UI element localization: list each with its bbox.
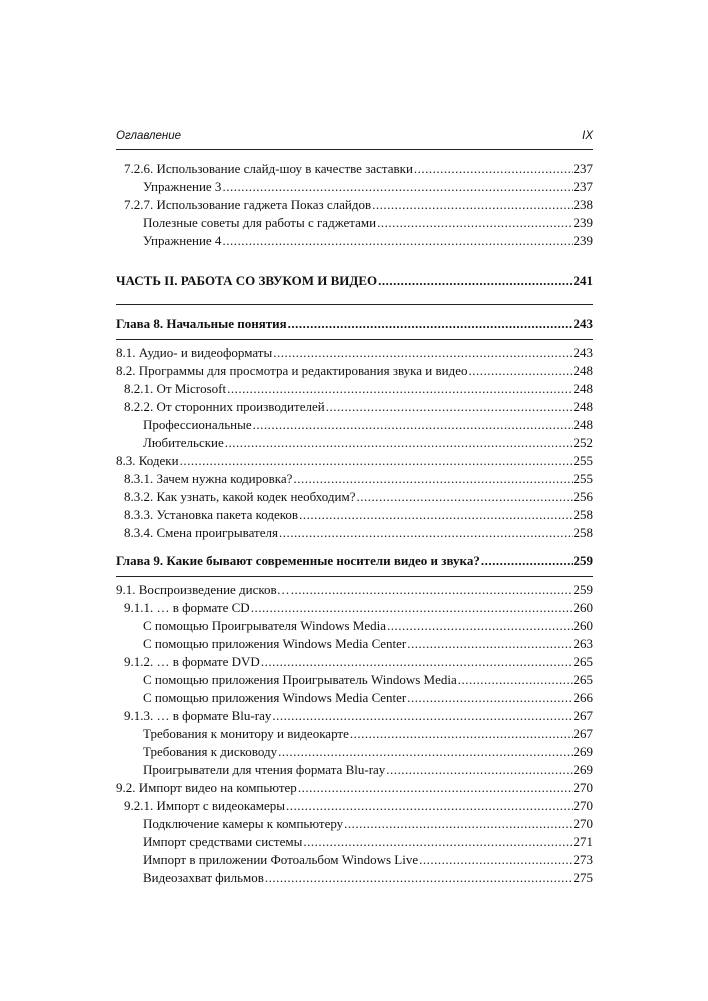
toc-entry-title: 8.2. Программы для просмотра и редактирования звука и видео	[116, 363, 468, 378]
toc-entry-page: 258	[573, 507, 593, 522]
toc-entry-title: Полезные советы для работы с гаджетами	[143, 215, 377, 230]
toc-entry[interactable]	[116, 761, 593, 779]
toc-leader-dots	[377, 214, 572, 232]
toc-entry-title: 9.1.1. … в формате CD	[124, 600, 250, 615]
toc-entry-page: 270	[573, 780, 593, 795]
toc-entry-page: 259	[573, 553, 593, 568]
toc-entry-title: 8.1. Аудио- и видеоформаты	[116, 345, 273, 360]
toc-entry-page: 239	[573, 215, 593, 230]
toc-entry-title: Глава 9. Какие бывают современные носители видео и звука?	[116, 553, 480, 568]
toc-leader-dots	[253, 416, 573, 434]
toc-leader-dots	[299, 506, 572, 524]
toc-leader-dots	[293, 470, 572, 488]
toc-entry[interactable]	[116, 434, 593, 452]
toc-leader-dots	[279, 524, 573, 542]
toc-leader-dots	[180, 452, 573, 470]
toc-part-entry[interactable]	[116, 272, 593, 290]
toc-entry-title: С помощью приложения Windows Media Center	[143, 636, 407, 651]
toc-entry-title: 9.2.1. Импорт с видеокамеры	[124, 798, 285, 813]
toc-entry[interactable]	[116, 779, 593, 797]
toc-leader-dots	[272, 707, 572, 725]
toc-entry-title: Требования к монитору и видеокарте	[143, 726, 349, 741]
toc-entry-page: 270	[573, 798, 593, 813]
toc-entry-page: 260	[573, 600, 593, 615]
toc-entry-page: 260	[573, 618, 593, 633]
toc-entry-title: 7.2.6. Использование слайд-шоу в качестве заставки	[124, 161, 413, 176]
toc-leader-dots	[288, 315, 573, 333]
toc-entry-title: С помощью приложения Проигрыватель Windows Media	[143, 672, 457, 687]
toc-leader-dots	[326, 398, 573, 416]
toc-entry-page: 266	[573, 690, 593, 705]
toc-entry[interactable]	[116, 178, 593, 196]
toc-entry[interactable]	[116, 416, 593, 434]
toc-leader-dots	[227, 380, 572, 398]
toc-entry-title: Импорт средствами системы	[143, 834, 303, 849]
toc-entry-title: Требования к дисководу	[143, 744, 278, 759]
toc-entry[interactable]	[116, 743, 593, 761]
toc-entry-page: 237	[573, 179, 593, 194]
toc-entry-page: 267	[573, 708, 593, 723]
toc-entry-title: 9.1.3. … в формате Blu-ray	[124, 708, 272, 723]
toc-entry-page: 265	[573, 672, 593, 687]
toc-entry-title: Любительские	[143, 435, 224, 450]
header-rule	[116, 149, 593, 150]
toc-entry[interactable]	[116, 344, 593, 362]
toc-entry-page: 267	[573, 726, 593, 741]
toc-entry-page: 270	[573, 816, 593, 831]
toc-entry[interactable]	[116, 160, 593, 178]
running-header	[116, 130, 593, 148]
toc-entry-page: 237	[573, 161, 593, 176]
toc-leader-dots	[458, 671, 573, 689]
toc-chapter-entry[interactable]	[116, 315, 593, 333]
toc-entry[interactable]	[116, 851, 593, 869]
toc-leader-dots	[251, 599, 573, 617]
toc-entry-page: 248	[573, 363, 593, 378]
toc-entry-page: 238	[573, 197, 593, 212]
toc-entry-page: 252	[573, 435, 593, 450]
toc-leader-dots	[278, 743, 572, 761]
page-number: IX	[582, 130, 593, 142]
toc-entry[interactable]	[116, 725, 593, 743]
toc-chapter-entry[interactable]	[116, 552, 593, 570]
table-of-contents	[116, 160, 593, 887]
toc-leader-dots	[481, 552, 573, 570]
toc-entry-title: 7.2.7. Использование гаджета Показ слайдов	[124, 197, 372, 212]
toc-group-chapter9	[116, 581, 593, 887]
toc-entry-page: 243	[573, 345, 593, 360]
toc-entry[interactable]	[116, 815, 593, 833]
toc-leader-dots	[225, 434, 573, 452]
toc-entry-page: 271	[573, 834, 593, 849]
toc-entry-title: 8.3. Кодеки	[116, 453, 179, 468]
toc-entry-page: 258	[573, 525, 593, 540]
toc-entry-page: 241	[573, 273, 593, 288]
toc-entry-title: 9.2. Импорт видео на компьютер	[116, 780, 297, 795]
toc-entry-page: 259	[573, 582, 593, 597]
toc-entry-title: Импорт в приложении Фотоальбом Windows Live	[143, 852, 419, 867]
toc-leader-dots	[344, 815, 572, 833]
toc-entry[interactable]	[116, 232, 593, 250]
toc-entry-title: Подключение камеры к компьютеру	[143, 816, 344, 831]
toc-leader-dots	[286, 797, 573, 815]
toc-entry-page: 248	[573, 417, 593, 432]
toc-entry-title: С помощью приложения Windows Media Center	[143, 690, 407, 705]
toc-leader-dots	[407, 689, 572, 707]
toc-group-chapter8	[116, 344, 593, 542]
toc-entry[interactable]	[116, 488, 593, 506]
toc-entry-title: Профессиональные	[143, 417, 252, 432]
chapter-divider	[116, 576, 593, 577]
toc-entry[interactable]	[116, 671, 593, 689]
toc-leader-dots	[378, 272, 572, 290]
toc-leader-dots	[350, 725, 573, 743]
toc-leader-dots	[419, 851, 572, 869]
toc-entry[interactable]	[116, 362, 593, 380]
toc-entry-page: 255	[573, 471, 593, 486]
toc-entry[interactable]	[116, 797, 593, 815]
toc-entry[interactable]	[116, 380, 593, 398]
toc-entry-page: 248	[573, 381, 593, 396]
toc-leader-dots	[222, 232, 572, 250]
toc-leader-dots	[372, 196, 572, 214]
toc-entry-title: ЧАСТЬ II. РАБОТА СО ЗВУКОМ И ВИДЕО	[116, 273, 378, 288]
toc-entry[interactable]	[116, 833, 593, 851]
toc-leader-dots	[387, 617, 572, 635]
toc-entry[interactable]	[116, 524, 593, 542]
toc-entry-page: 239	[573, 233, 593, 248]
toc-entry-page: 256	[573, 489, 593, 504]
toc-entry[interactable]	[116, 599, 593, 617]
toc-entry-title: Глава 8. Начальные понятия	[116, 316, 287, 331]
toc-entry-page: 269	[573, 762, 593, 777]
toc-entry[interactable]	[116, 581, 593, 599]
toc-entry-page: 248	[573, 399, 593, 414]
toc-entry-title: С помощью Проигрывателя Windows Media	[143, 618, 387, 633]
toc-entry-title: Видеозахват фильмов	[143, 870, 264, 885]
toc-entry-page: 265	[573, 654, 593, 669]
toc-entry-page: 243	[573, 316, 593, 331]
toc-entry-title: 8.3.3. Установка пакета кодеков	[124, 507, 299, 522]
toc-entry-title: 9.1. Воспроизведение дисков…	[116, 582, 290, 597]
section-divider	[116, 304, 593, 305]
toc-leader-dots	[273, 344, 572, 362]
toc-leader-dots	[265, 869, 573, 887]
toc-entry-title: 8.2.1. От Microsoft	[124, 381, 227, 396]
toc-entry[interactable]	[116, 214, 593, 232]
toc-entry-title: 8.3.1. Зачем нужна кодировка?	[124, 471, 293, 486]
toc-entry-title: Упражнение 3	[143, 179, 222, 194]
toc-leader-dots	[357, 488, 573, 506]
toc-entry-page: 255	[573, 453, 593, 468]
toc-entry[interactable]	[116, 653, 593, 671]
toc-entry-title: 8.3.4. Смена проигрывателя	[124, 525, 278, 540]
toc-entry[interactable]	[116, 689, 593, 707]
toc-entry-title: 8.3.2. Как узнать, какой кодек необходим?	[124, 489, 356, 504]
toc-entry-title: Упражнение 4	[143, 233, 222, 248]
chapter-divider	[116, 339, 593, 340]
toc-leader-dots	[222, 178, 572, 196]
toc-entry[interactable]	[116, 506, 593, 524]
toc-entry-title: 9.1.2. … в формате DVD	[124, 654, 260, 669]
toc-entry-page: 269	[573, 744, 593, 759]
toc-entry[interactable]	[116, 470, 593, 488]
toc-entry[interactable]	[116, 196, 593, 214]
toc-entry[interactable]	[116, 452, 593, 470]
toc-group-chapter7	[116, 160, 593, 250]
toc-entry-page: 275	[573, 870, 593, 885]
toc-leader-dots	[386, 761, 572, 779]
toc-entry[interactable]	[116, 707, 593, 725]
toc-leader-dots	[291, 581, 573, 599]
toc-leader-dots	[261, 653, 573, 671]
toc-leader-dots	[468, 362, 572, 380]
toc-entry-page: 273	[573, 852, 593, 867]
toc-entry[interactable]	[116, 617, 593, 635]
toc-entry-title: Проигрыватели для чтения формата Blu-ray	[143, 762, 386, 777]
toc-leader-dots	[303, 833, 572, 851]
toc-leader-dots	[298, 779, 573, 797]
toc-entry-page: 263	[573, 636, 593, 651]
toc-entry[interactable]	[116, 869, 593, 887]
toc-leader-dots	[407, 635, 572, 653]
header-title: Оглавление	[116, 130, 181, 142]
toc-entry-title: 8.2.2. От сторонних производителей	[124, 399, 325, 414]
toc-entry[interactable]	[116, 635, 593, 653]
toc-leader-dots	[414, 160, 573, 178]
toc-entry[interactable]	[116, 398, 593, 416]
